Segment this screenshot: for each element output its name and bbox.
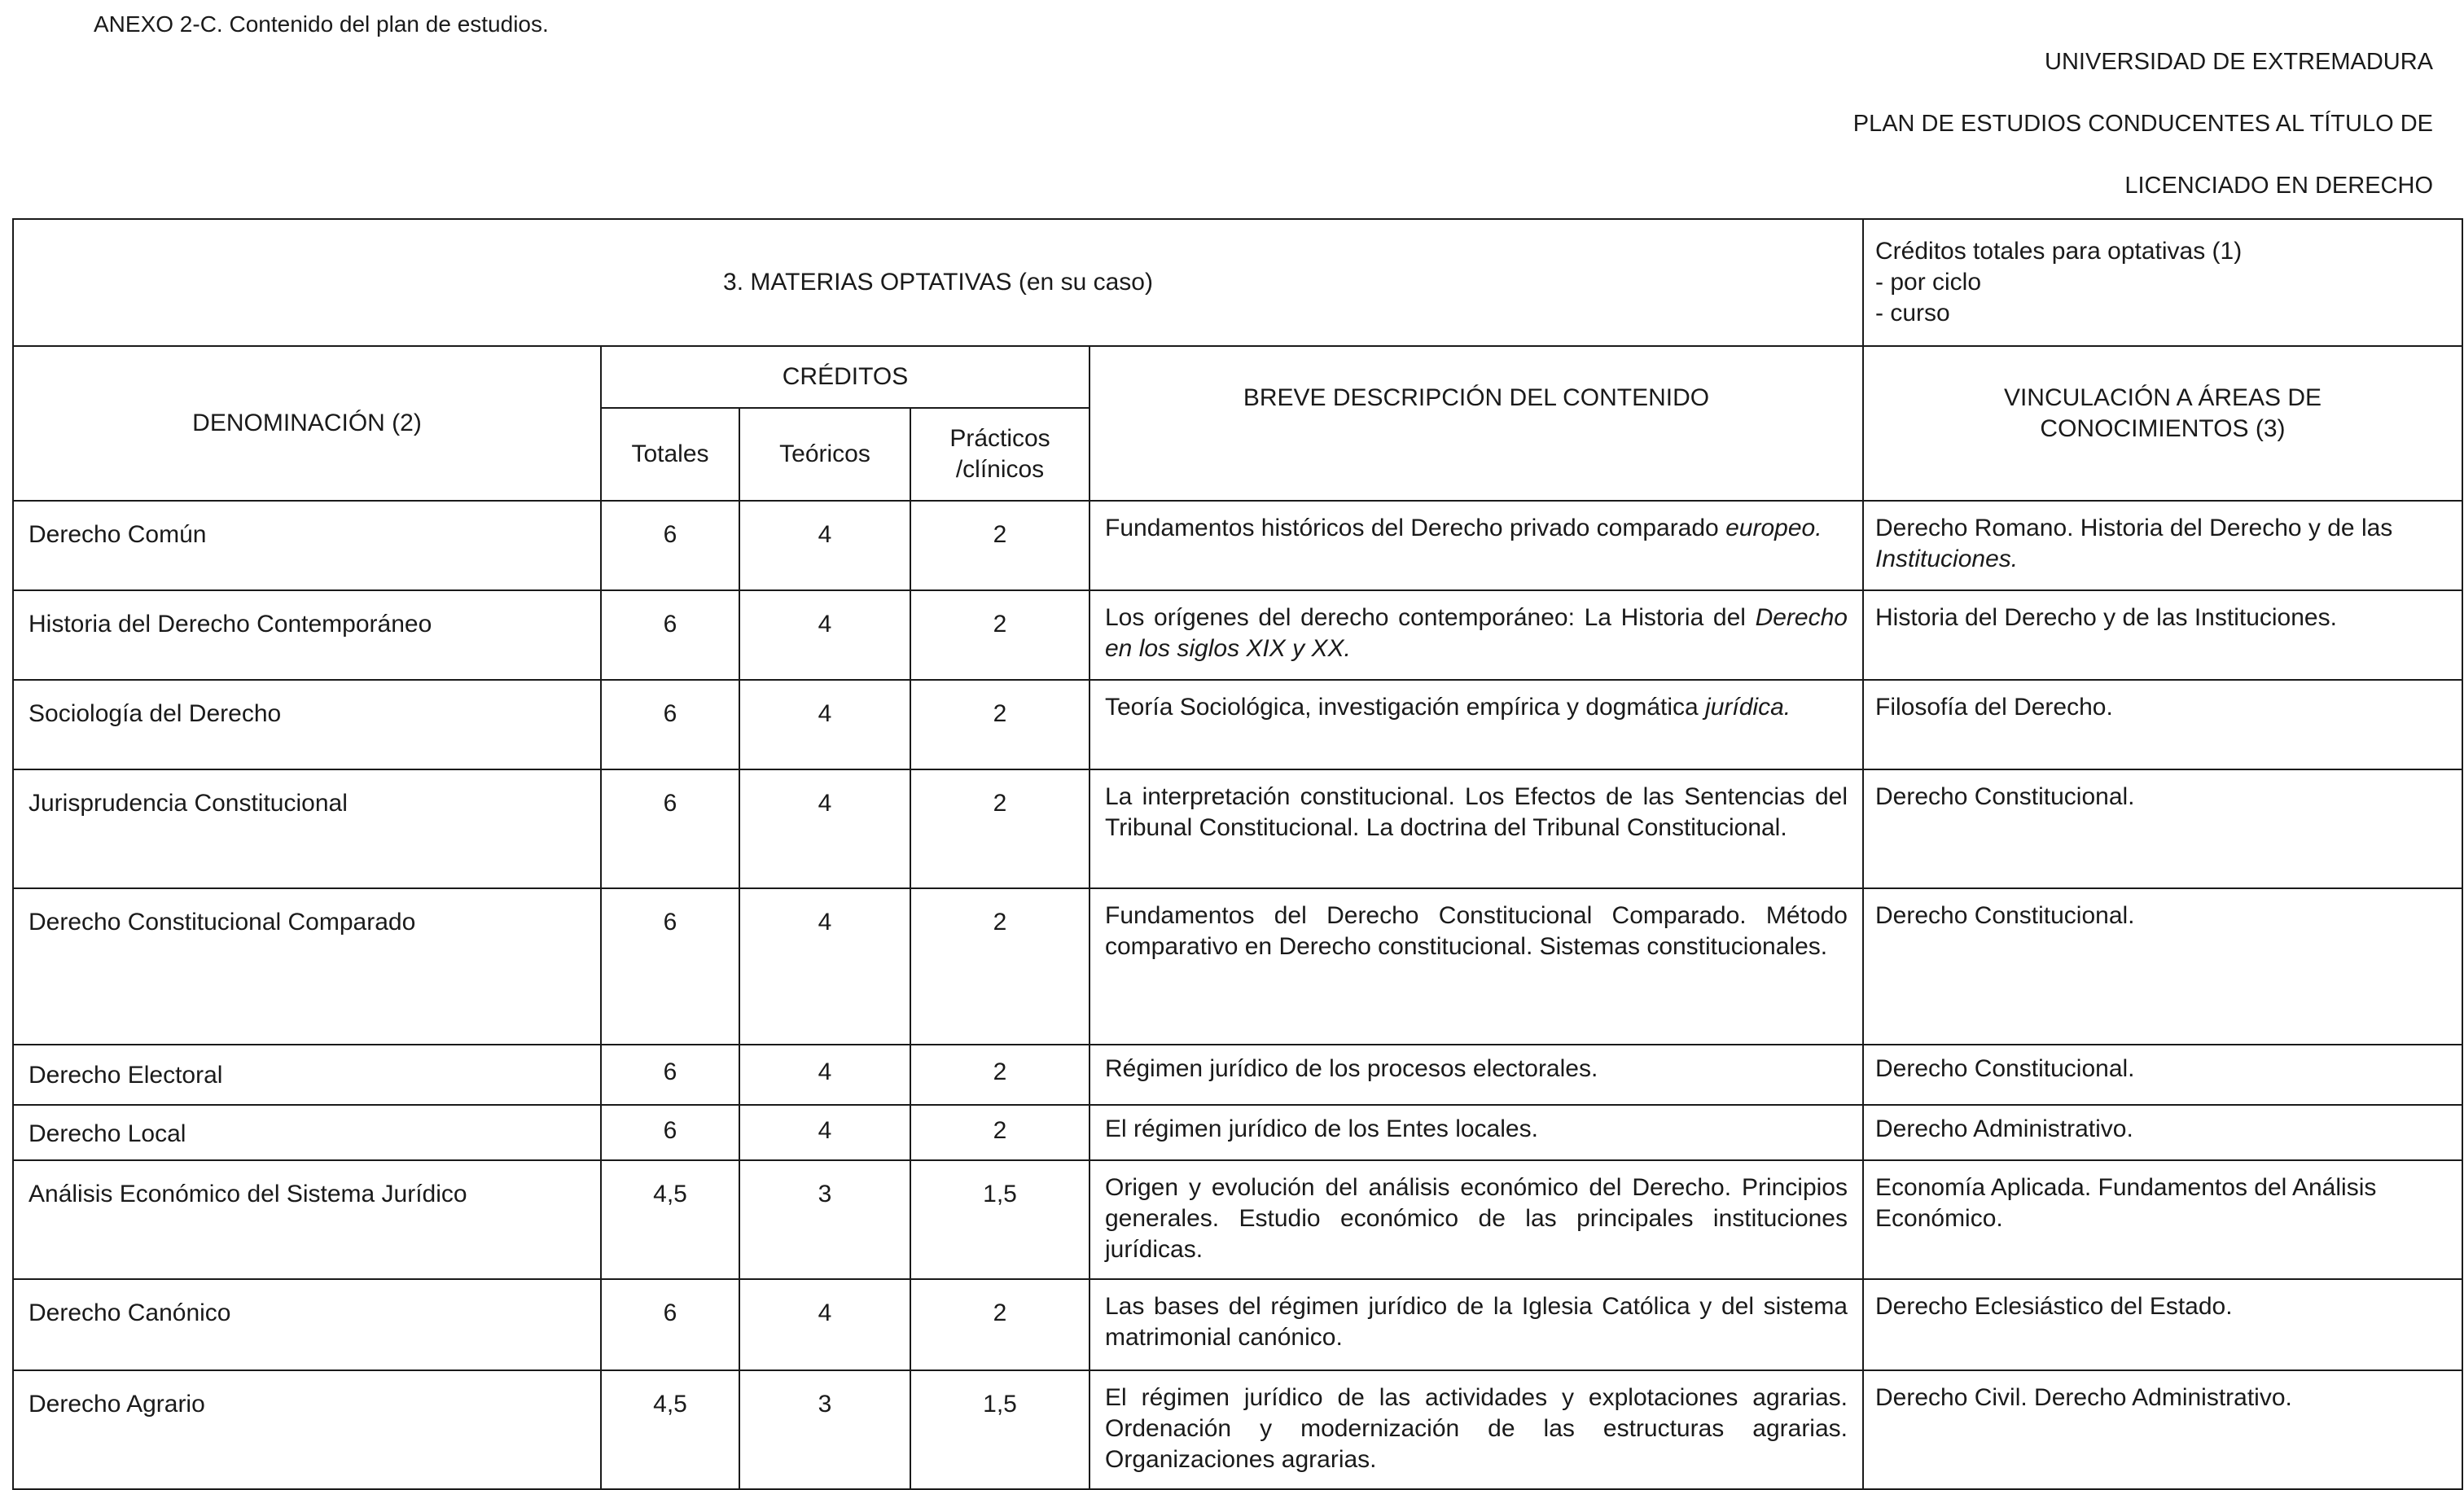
university-name: UNIVERSIDAD DE EXTREMADURA (2045, 49, 2433, 75)
knowledge-area (1863, 1105, 2462, 1160)
subject-name: Derecho Electoral (13, 1045, 601, 1105)
description-text: Los orígenes del derecho contemporáneo: La Historia del (1105, 604, 1746, 631)
credits-theory: 4 (739, 888, 910, 1045)
description-text: Las bases del régimen jurídico de la Iglesia Católica y del sistema matrimonial canónico. (1105, 1293, 1848, 1351)
subject-name: Derecho Agrario (13, 1370, 601, 1489)
credits-total: 4,5 (601, 1160, 739, 1279)
credits-total: 6 (601, 1045, 739, 1105)
credits-practice: 1,5 (910, 1160, 1090, 1279)
area-text: Filosofía del Derecho. (1875, 694, 2113, 721)
description-text: Régimen jurídico de los procesos electorales. (1105, 1055, 1598, 1082)
subject-description (1090, 888, 1863, 1045)
subject-name: Derecho Local (13, 1105, 601, 1160)
subject-description (1090, 680, 1863, 769)
subject-name: Derecho Canónico (13, 1279, 601, 1370)
credits-practice: 2 (910, 1045, 1090, 1105)
table-row (13, 590, 2462, 680)
description-text: El régimen jurídico de los Entes locales. (1105, 1115, 1538, 1142)
description-text: La interpretación constitucional. Los Efectos de las Sentencias del Tribunal Constitucional. La doctrina del Tribunal Constitucional. (1105, 783, 1848, 841)
credits-practice: 2 (910, 590, 1090, 680)
credits-practice: 2 (910, 501, 1090, 590)
knowledge-area (1863, 1370, 2462, 1489)
practice-header-line-1: Prácticos (949, 425, 1050, 452)
column-header-credits: CRÉDITOS (601, 346, 1090, 408)
table-row (13, 1105, 2462, 1160)
credits-total: 6 (601, 680, 739, 769)
credits-total: 6 (601, 590, 739, 680)
column-header-areas (1863, 346, 2462, 501)
subject-description (1090, 769, 1863, 888)
credits-theory: 4 (739, 1045, 910, 1105)
subject-description (1090, 501, 1863, 590)
description-text-italic: Derecho en los siglos XIX y XX. (1105, 604, 1848, 662)
credits-practice: 2 (910, 1279, 1090, 1370)
table-row (13, 501, 2462, 590)
table-row (13, 680, 2462, 769)
table-row (13, 1370, 2462, 1489)
description-text: Fundamentos históricos del Derecho privado comparado (1105, 515, 1719, 541)
subject-description (1090, 1105, 1863, 1160)
credits-total: 4,5 (601, 1370, 739, 1489)
area-text: Economía Aplicada. Fundamentos del Análisis Económico. (1875, 1174, 2377, 1232)
area-text: Derecho Civil. Derecho Administrativo. (1875, 1384, 2292, 1411)
table-row (13, 1160, 2462, 1279)
credits-practice: 2 (910, 769, 1090, 888)
subject-name: Derecho Constitucional Comparado (13, 888, 601, 1045)
subject-description (1090, 1160, 1863, 1279)
credits-practice: 1,5 (910, 1370, 1090, 1489)
credits-total: 6 (601, 769, 739, 888)
area-text: Derecho Administrativo. (1875, 1115, 2133, 1142)
area-text-italic: Instituciones. (1875, 546, 2019, 572)
area-text: Historia del Derecho y de las Instituciones. (1875, 604, 2337, 631)
subject-description (1090, 590, 1863, 680)
credits-total: 6 (601, 888, 739, 1045)
plan-title-line-2: LICENCIADO EN DERECHO (2124, 173, 2433, 199)
area-text: Derecho Constitucional. (1875, 902, 2135, 929)
total-credits-label: Créditos totales para optativas (1) (1875, 238, 2243, 265)
areas-header-line-2: CONOCIMIENTOS (3) (2040, 415, 2286, 442)
credits-theory: 4 (739, 1279, 910, 1370)
knowledge-area (1863, 501, 2462, 590)
optional-subjects-table (12, 218, 2463, 1490)
header-row-1 (13, 346, 2462, 408)
column-header-description: BREVE DESCRIPCIÓN DEL CONTENIDO (1090, 346, 1863, 501)
areas-header-line-1: VINCULACIÓN A ÁREAS DE (2003, 384, 2322, 411)
credits-theory: 4 (739, 680, 910, 769)
subject-description (1090, 1279, 1863, 1370)
table-row (13, 769, 2462, 888)
credits-total: 6 (601, 501, 739, 590)
area-text: Derecho Romano. Historia del Derecho y de las (1875, 515, 2393, 541)
table-row (13, 1279, 2462, 1370)
knowledge-area (1863, 680, 2462, 769)
area-text: Derecho Constitucional. (1875, 783, 2135, 810)
knowledge-area (1863, 1279, 2462, 1370)
annex-title: ANEXO 2-C. Contenido del plan de estudios. (94, 11, 549, 37)
description-text: Origen y evolución del análisis económico del Derecho. Principios generales. Estudio económico de las principales instituciones jurídicas. (1105, 1174, 1848, 1263)
practice-header-line-2: /clínicos (955, 456, 1045, 483)
plan-title-line-1: PLAN DE ESTUDIOS CONDUCENTES AL TÍTULO DE (1852, 111, 2433, 137)
description-text-italic: jurídica. (1705, 694, 1791, 721)
subject-name: Sociología del Derecho (13, 680, 601, 769)
document-header (1853, 31, 2433, 217)
total-credits-cell (1863, 219, 2462, 346)
section-title-row (13, 219, 2462, 346)
credits-theory: 4 (739, 1105, 910, 1160)
knowledge-area (1863, 888, 2462, 1045)
section-title: 3. MATERIAS OPTATIVAS (en su caso) (13, 219, 1863, 346)
credits-practice: 2 (910, 888, 1090, 1045)
area-text: Derecho Eclesiástico del Estado. (1875, 1293, 2233, 1320)
description-text: El régimen jurídico de las actividades y explotaciones agrarias. Ordenación y modernización de las estructuras agrarias. Organizaciones agrarias. (1105, 1384, 1848, 1473)
table-row (13, 888, 2462, 1045)
credits-theory: 3 (739, 1160, 910, 1279)
credits-practice: 2 (910, 680, 1090, 769)
per-cycle-label: - por ciclo (1875, 269, 1982, 296)
credits-theory: 3 (739, 1370, 910, 1489)
description-text-italic: europeo. (1725, 515, 1822, 541)
table-row (13, 1045, 2462, 1105)
knowledge-area (1863, 1045, 2462, 1105)
knowledge-area (1863, 1160, 2462, 1279)
knowledge-area (1863, 590, 2462, 680)
subject-name: Jurisprudencia Constitucional (13, 769, 601, 888)
subject-name: Derecho Común (13, 501, 601, 590)
knowledge-area (1863, 769, 2462, 888)
description-text: Teoría Sociológica, investigación empírica y dogmática (1105, 694, 1699, 721)
column-header-totals: Totales (601, 408, 739, 501)
credits-total: 6 (601, 1279, 739, 1370)
credits-theory: 4 (739, 590, 910, 680)
credits-theory: 4 (739, 501, 910, 590)
subject-name: Análisis Económico del Sistema Jurídico (13, 1160, 601, 1279)
subject-name: Historia del Derecho Contemporáneo (13, 590, 601, 680)
credits-total: 6 (601, 1105, 739, 1160)
per-course-label: - curso (1875, 300, 1950, 326)
credits-theory: 4 (739, 769, 910, 888)
credits-practice: 2 (910, 1105, 1090, 1160)
description-text: Fundamentos del Derecho Constitucional Comparado. Método comparativo en Derecho constitucional. Sistemas constitucionales. (1105, 902, 1848, 960)
subject-description (1090, 1370, 1863, 1489)
column-header-theory: Teóricos (739, 408, 910, 501)
area-text: Derecho Constitucional. (1875, 1055, 2135, 1082)
column-header-name: DENOMINACIÓN (2) (13, 346, 601, 501)
subject-description (1090, 1045, 1863, 1105)
column-header-practice (910, 408, 1090, 501)
